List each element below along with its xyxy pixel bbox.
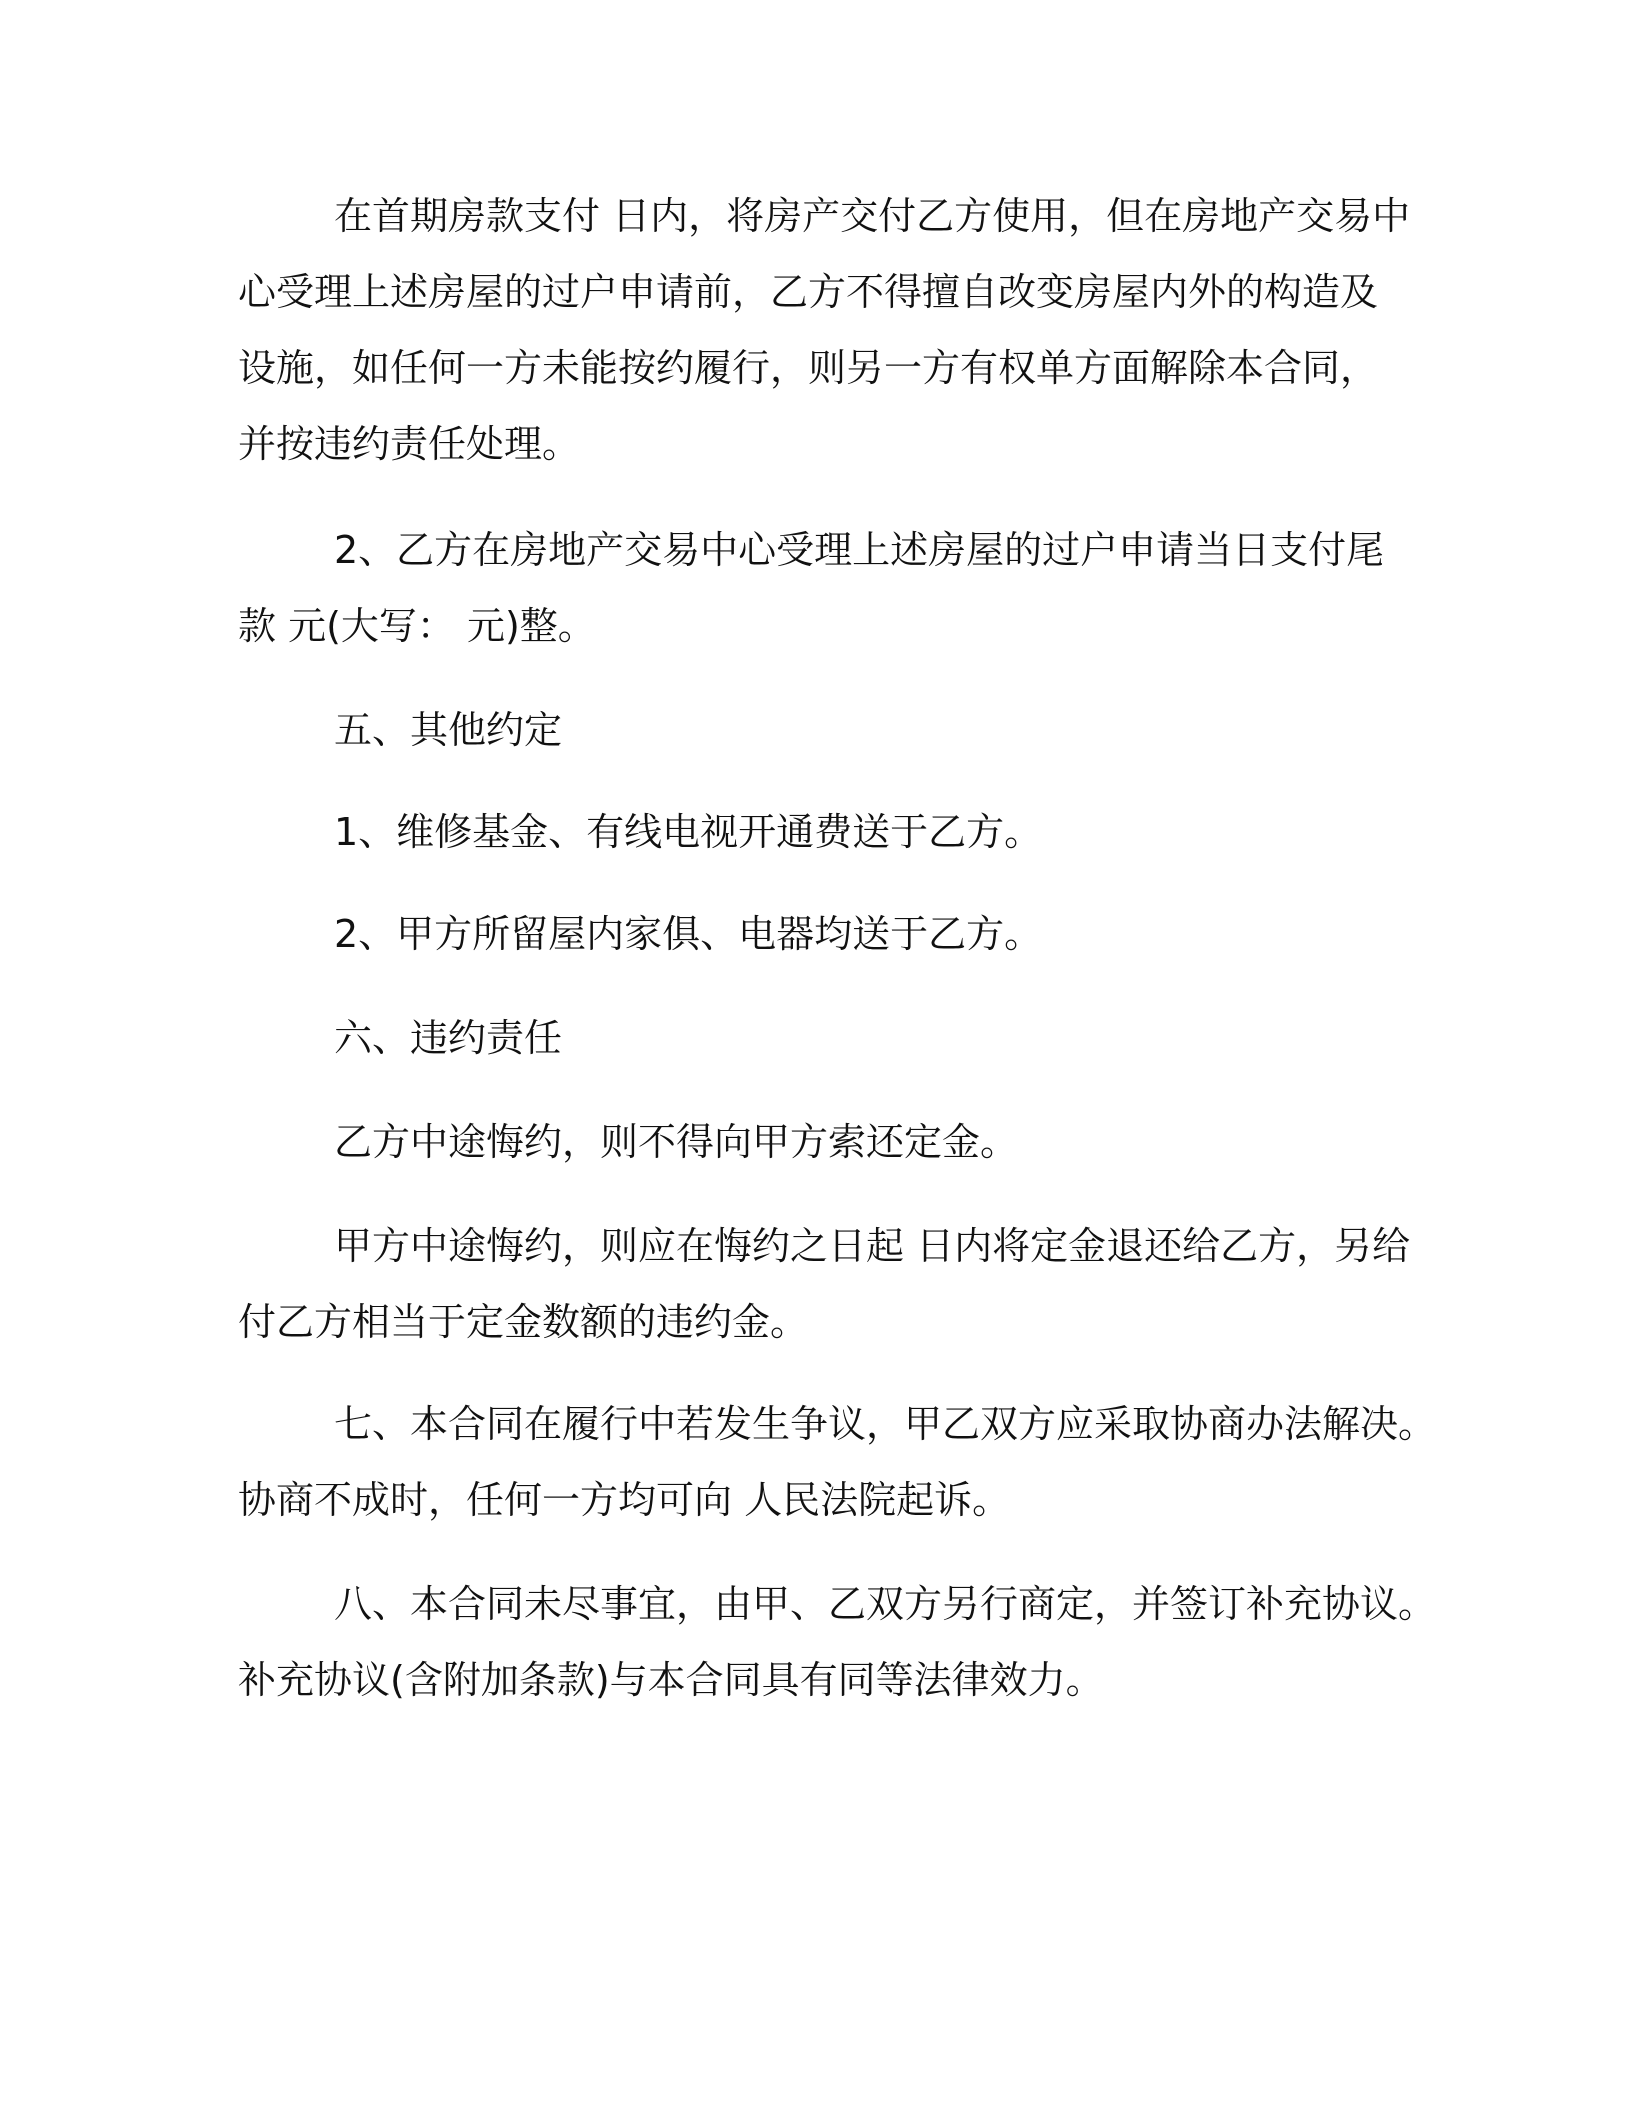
paragraph-handover (238, 178, 1411, 482)
text-line: 款 元(大写： 元)整。 (238, 604, 596, 648)
text-line: 并按违约责任处理。 (238, 422, 581, 466)
paragraph-dispute (238, 1386, 1437, 1538)
paragraph-item-1 (238, 794, 1398, 870)
text-line: 八、本合同未尽事宜，由甲、乙双方另行商定，并签订补充协议。 (334, 1582, 1437, 1626)
text-line: 在首期房款支付 日内，将房产交付乙方使用，但在房地产交易中 (334, 194, 1411, 238)
text-line: 1、维修基金、有线电视开通费送于乙方。 (334, 810, 1043, 854)
text-line: 2、甲方所留屋内家俱、电器均送于乙方。 (334, 912, 1043, 956)
paragraph-party-b-breach (238, 1104, 1398, 1180)
text-line: 甲方中途悔约，则应在悔约之日起 日内将定金退还给乙方，另给 (334, 1224, 1411, 1268)
text-line: 补充协议(含附加条款)与本合同具有同等法律效力。 (238, 1658, 1104, 1702)
text-line: 2、乙方在房地产交易中心受理上述房屋的过户申请当日支付尾 (334, 528, 1385, 572)
text-line: 设施，如任何一方未能按约履行，则另一方有权单方面解除本合同， (238, 346, 1379, 390)
paragraph-party-a-breach (238, 1208, 1411, 1360)
text-line: 付乙方相当于定金数额的违约金。 (238, 1300, 809, 1344)
heading-text: 五、其他约定 (334, 708, 563, 752)
text-line: 七、本合同在履行中若发生争议，甲乙双方应采取协商办法解决。 (334, 1402, 1437, 1446)
paragraph-item-2 (238, 896, 1398, 972)
text-line: 乙方中途悔约，则不得向甲方索还定金。 (334, 1120, 1019, 1164)
section-heading-other-terms (238, 692, 1398, 768)
paragraph-supplementary (238, 1566, 1437, 1718)
text-line: 协商不成时，任何一方均可向 人民法院起诉。 (238, 1478, 1011, 1522)
paragraph-final-payment (238, 512, 1398, 664)
heading-text: 六、违约责任 (334, 1016, 563, 1060)
text-line: 心受理上述房屋的过户申请前，乙方不得擅自改变房屋内外的构造及 (238, 270, 1379, 314)
section-heading-liability (238, 1000, 1398, 1076)
